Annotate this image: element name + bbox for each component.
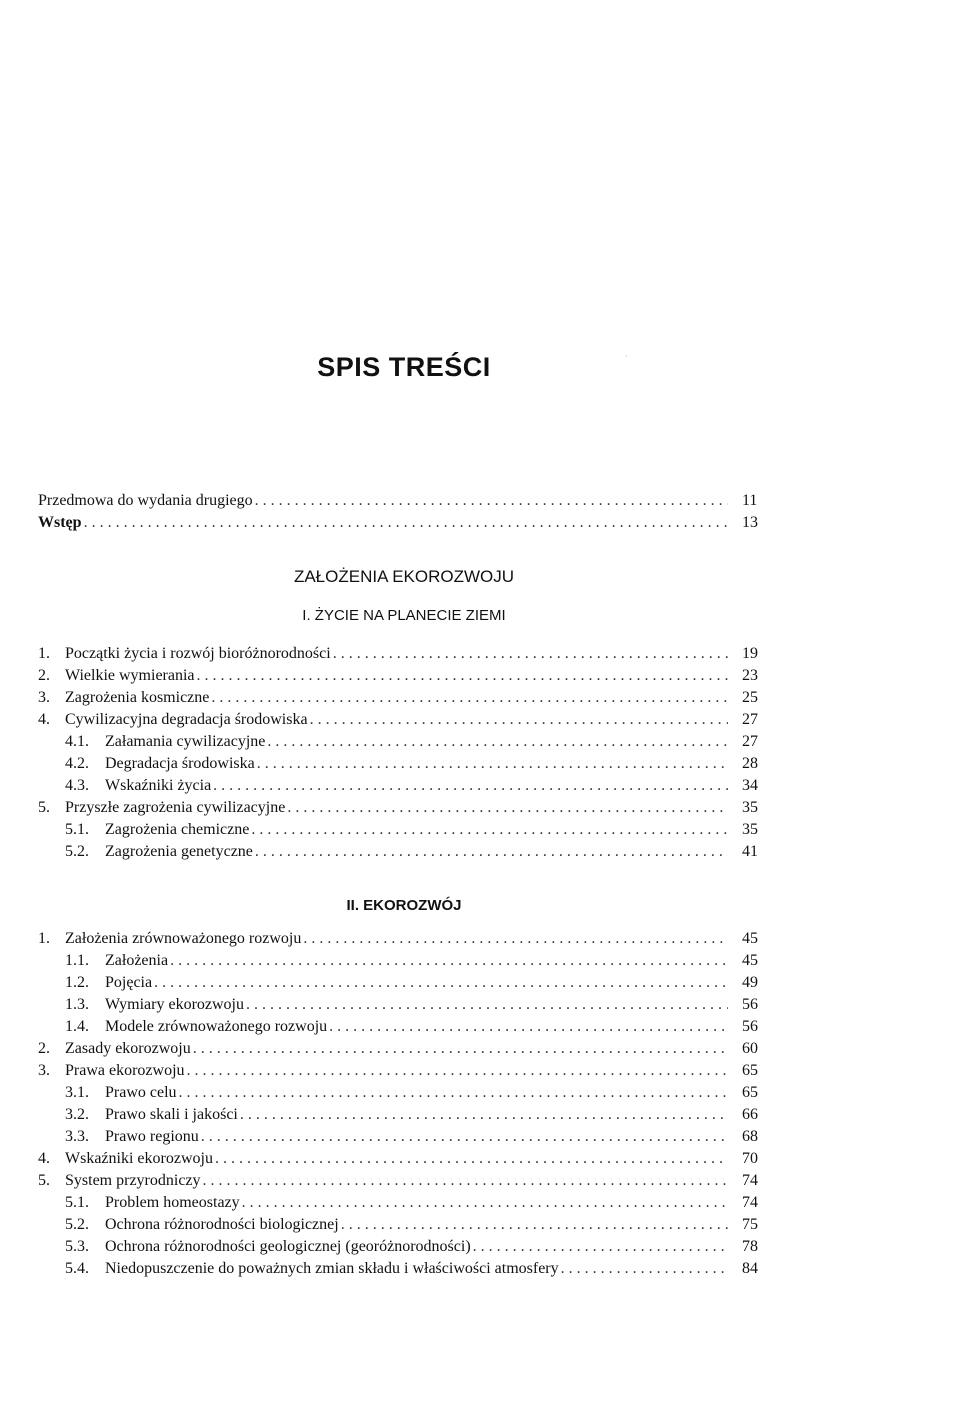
toc-entry-page: 34 bbox=[742, 777, 758, 794]
toc-entry bbox=[38, 928, 772, 950]
toc-leader-dots bbox=[240, 1104, 728, 1126]
toc-entry-label: Zagrożenia kosmiczne bbox=[65, 689, 210, 706]
toc-leader-dots bbox=[215, 1148, 728, 1170]
toc-entry-page: 65 bbox=[742, 1084, 758, 1101]
toc-leader-dots bbox=[333, 643, 728, 665]
toc-leader-dots bbox=[341, 1214, 728, 1236]
toc-entry-label: Ochrona różnorodności biologicznej bbox=[105, 1216, 339, 1233]
toc-entry-page: 56 bbox=[742, 1018, 758, 1035]
toc-leader-dots bbox=[561, 1258, 728, 1280]
toc-entry bbox=[38, 1016, 772, 1038]
toc-entry-label: Przyszłe zagrożenia cywilizacyjne bbox=[65, 799, 286, 816]
toc-entry-page: 74 bbox=[742, 1194, 758, 1211]
toc-entry bbox=[38, 1148, 772, 1170]
toc-entry-number: 3. bbox=[38, 689, 50, 706]
toc-leader-dots bbox=[211, 687, 728, 709]
toc-entry bbox=[38, 512, 772, 534]
toc-entry-page: 84 bbox=[742, 1260, 758, 1277]
section-heading-2: II. EKOROZWÓJ bbox=[346, 897, 462, 914]
toc-entry bbox=[38, 643, 772, 665]
toc-entry-label: Założenia bbox=[105, 952, 169, 969]
toc-entry bbox=[38, 1170, 772, 1192]
toc-leader-dots bbox=[187, 1060, 728, 1082]
toc-entry-label: Prawa ekorozwoju bbox=[65, 1062, 185, 1079]
toc-entry-number: 4. bbox=[38, 711, 50, 728]
part-heading: ZAŁOŻENIA EKOROZWOJU bbox=[293, 567, 515, 586]
toc-entry-number: 1.4. bbox=[65, 1018, 89, 1035]
toc-entry-label: Zagrożenia genetyczne bbox=[105, 843, 253, 860]
toc-entry-page: 66 bbox=[742, 1106, 758, 1123]
toc-entry-page: 13 bbox=[742, 514, 758, 531]
toc-entry-page: 49 bbox=[742, 974, 758, 991]
toc-entry-page: 65 bbox=[742, 1062, 758, 1079]
toc-leader-dots bbox=[197, 665, 728, 687]
toc-entry bbox=[38, 687, 772, 709]
toc-entry-number: 3.1. bbox=[65, 1084, 89, 1101]
toc-entry-page: 45 bbox=[742, 952, 758, 969]
toc-entry-label: Założenia zrównoważonego rozwoju bbox=[65, 930, 302, 947]
toc-section-2 bbox=[38, 928, 772, 1280]
toc-entry bbox=[38, 841, 772, 863]
toc-leader-dots bbox=[154, 972, 728, 994]
toc-entry bbox=[38, 709, 772, 731]
toc-entry-number: 2. bbox=[38, 1040, 50, 1057]
toc-entry-label: Wielkie wymierania bbox=[65, 667, 195, 684]
toc-entry bbox=[38, 775, 772, 797]
toc-leader-dots bbox=[473, 1236, 728, 1258]
toc-entry-number: 1.1. bbox=[65, 952, 89, 969]
toc-entry bbox=[38, 1192, 772, 1214]
toc-leader-dots bbox=[329, 1016, 728, 1038]
toc-entry-label: Zagrożenia chemiczne bbox=[105, 821, 250, 838]
toc-entry-label: Cywilizacyjna degradacja środowiska bbox=[65, 711, 308, 728]
toc-entry bbox=[38, 1060, 772, 1082]
toc-entry-page: 60 bbox=[742, 1040, 758, 1057]
toc-leader-dots bbox=[179, 1082, 728, 1104]
toc-entry bbox=[38, 819, 772, 841]
section-heading-1: I. ŻYCIE NA PLANECIE ZIEMI bbox=[302, 607, 506, 624]
toc-entry-page: 41 bbox=[742, 843, 758, 860]
toc-entry-number: 5.1. bbox=[65, 1194, 89, 1211]
page-title: SPIS TREŚCI bbox=[317, 352, 491, 382]
toc-entry-number: 3.2. bbox=[65, 1106, 89, 1123]
toc-entry bbox=[38, 972, 772, 994]
toc-entry-number: 4. bbox=[38, 1150, 50, 1167]
toc-entry-label: System przyrodniczy bbox=[65, 1172, 201, 1189]
toc-entry-page: 27 bbox=[742, 733, 758, 750]
toc-entry bbox=[38, 1258, 772, 1280]
toc-entry bbox=[38, 753, 772, 775]
toc-leader-dots bbox=[267, 731, 728, 753]
toc-entry-label: Pojęcia bbox=[105, 974, 153, 991]
toc-entry-number: 1.2. bbox=[65, 974, 89, 991]
toc-entry-number: 2. bbox=[38, 667, 50, 684]
toc-entry bbox=[38, 490, 772, 512]
toc-leader-dots bbox=[251, 819, 728, 841]
toc-entry-page: 25 bbox=[742, 689, 758, 706]
toc-entry bbox=[38, 1126, 772, 1148]
toc-entry-page: 23 bbox=[742, 667, 758, 684]
toc-entry-label: Przedmowa do wydania drugiego bbox=[38, 492, 253, 509]
toc-entry-number: 5.2. bbox=[65, 843, 89, 860]
toc-leader-dots bbox=[201, 1126, 728, 1148]
toc-entry-page: 19 bbox=[742, 645, 758, 662]
toc-entry-label: Modele zrównoważonego rozwoju bbox=[105, 1018, 328, 1035]
toc-entry-number: 3. bbox=[38, 1062, 50, 1079]
toc-entry-page: 75 bbox=[742, 1216, 758, 1233]
toc-entry bbox=[38, 665, 772, 687]
toc-entry-label: Ochrona różnorodności geologicznej (georóżnorodności) bbox=[105, 1238, 471, 1255]
toc-leader-dots bbox=[203, 1170, 728, 1192]
toc-entry-label: Wymiary ekorozwoju bbox=[105, 996, 244, 1013]
toc-entry-number: 3.3. bbox=[65, 1128, 89, 1145]
toc-leader-dots bbox=[310, 709, 728, 731]
toc-entry-label: Wskaźniki ekorozwoju bbox=[65, 1150, 213, 1167]
toc-entry-page: 74 bbox=[742, 1172, 758, 1189]
toc-entry-number: 5.3. bbox=[65, 1238, 89, 1255]
toc-entry-page: 78 bbox=[742, 1238, 758, 1255]
toc-entry-number: 5.1. bbox=[65, 821, 89, 838]
toc-leader-dots bbox=[213, 775, 728, 797]
toc-entry-number: 4.2. bbox=[65, 755, 89, 772]
toc-leader-dots bbox=[255, 490, 728, 512]
toc-entry bbox=[38, 994, 772, 1016]
toc-entry-page: 11 bbox=[742, 492, 758, 509]
toc-section-1 bbox=[38, 643, 772, 863]
toc-leader-dots bbox=[193, 1038, 728, 1060]
toc-entry-label: Prawo skali i jakości bbox=[105, 1106, 238, 1123]
toc-entry-number: 1. bbox=[38, 930, 50, 947]
toc-entry-label: Problem homeostazy bbox=[105, 1194, 240, 1211]
toc-entry-number: 4.1. bbox=[65, 733, 89, 750]
toc-entry-label: Degradacja środowiska bbox=[105, 755, 255, 772]
toc-entry-label: Zasady ekorozwoju bbox=[65, 1040, 191, 1057]
toc-entry-page: 35 bbox=[742, 821, 758, 838]
toc-entry-number: 5.2. bbox=[65, 1216, 89, 1233]
toc-leader-dots bbox=[303, 928, 728, 950]
toc-leader-dots bbox=[257, 753, 728, 775]
toc-entry bbox=[38, 950, 772, 972]
toc-entry bbox=[38, 1214, 772, 1236]
toc-entry-page: 45 bbox=[742, 930, 758, 947]
toc-entry-number: 5. bbox=[38, 799, 50, 816]
toc-leader-dots bbox=[242, 1192, 728, 1214]
toc-leader-dots bbox=[287, 797, 728, 819]
toc-entry-page: 56 bbox=[742, 996, 758, 1013]
toc-entry-number: 5. bbox=[38, 1172, 50, 1189]
toc-entry bbox=[38, 1038, 772, 1060]
toc-entry-number: 1.3. bbox=[65, 996, 89, 1013]
toc-entry-label: Niedopuszczenie do poważnych zmian składu i właściwości atmosfery bbox=[105, 1260, 559, 1277]
toc-entry-number: 5.4. bbox=[65, 1260, 89, 1277]
toc-entry-label: Prawo celu bbox=[105, 1084, 177, 1101]
toc-entry-number: 4.3. bbox=[65, 777, 89, 794]
toc-entry bbox=[38, 797, 772, 819]
scan-speck: · bbox=[625, 352, 628, 361]
toc-entry bbox=[38, 1082, 772, 1104]
toc-front-matter bbox=[38, 490, 772, 534]
toc-entry-label: Wskaźniki życia bbox=[105, 777, 212, 794]
toc-entry-page: 28 bbox=[742, 755, 758, 772]
toc-entry-page: 70 bbox=[742, 1150, 758, 1167]
toc-leader-dots bbox=[170, 950, 728, 972]
toc-entry-label: Początki życia i rozwój bioróżnorodności bbox=[65, 645, 331, 662]
toc-entry bbox=[38, 1104, 772, 1126]
toc-leader-dots bbox=[255, 841, 728, 863]
toc-entry-label: Prawo regionu bbox=[105, 1128, 199, 1145]
toc-entry-page: 35 bbox=[742, 799, 758, 816]
toc-entry-page: 27 bbox=[742, 711, 758, 728]
toc-leader-dots bbox=[84, 512, 728, 534]
toc-leader-dots bbox=[246, 994, 728, 1016]
toc-entry-label: Załamania cywilizacyjne bbox=[105, 733, 266, 750]
toc-entry bbox=[38, 731, 772, 753]
toc-entry-number: 1. bbox=[38, 645, 50, 662]
toc-entry bbox=[38, 1236, 772, 1258]
toc-entry-page: 68 bbox=[742, 1128, 758, 1145]
toc-entry-label: Wstęp bbox=[38, 514, 82, 531]
